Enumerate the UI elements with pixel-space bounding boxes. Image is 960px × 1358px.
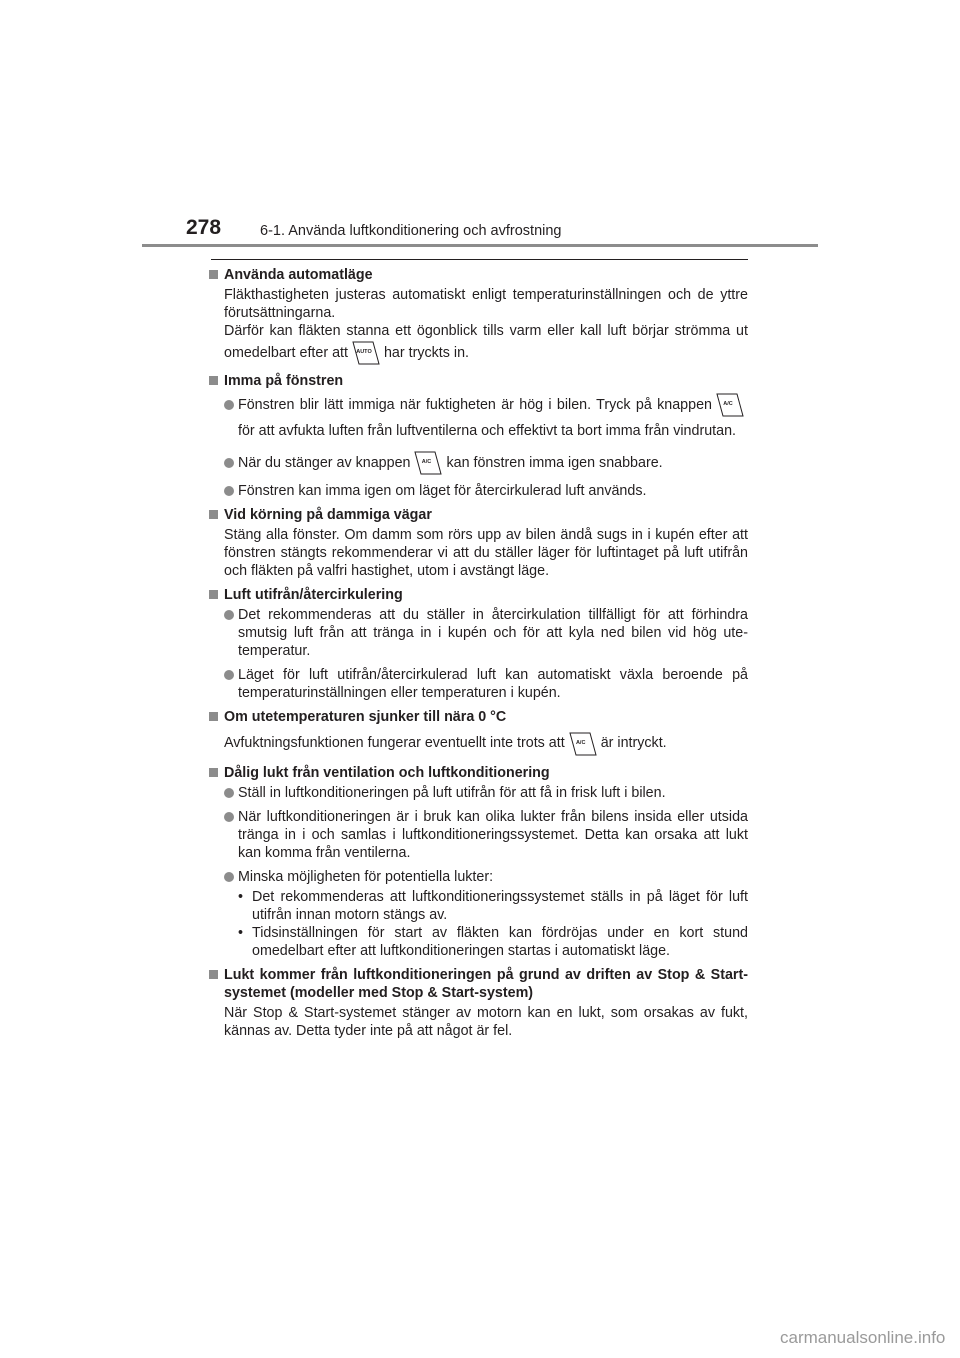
square-bullet-icon (209, 970, 218, 979)
paragraph: Fläkthastigheten justeras automatiskt enligt temperaturinställningen och de yttre förutsättningarna. (224, 287, 748, 321)
list-item: Läget för luft utifrån/återcirkulerad luft kan automatiskt växla beroende på temperaturinställningen eller temperaturen i kupén. (208, 666, 748, 702)
sub-list-item: • Det rekommenderas att luftkonditioneringssystemet ställs in på läget för luft utifrån innan motorn stängs av. (238, 889, 748, 924)
page-content (208, 266, 748, 1046)
section-heading: Imma på fönstren (208, 372, 748, 390)
paragraph: Stäng alla fönster. Om damm som rörs upp av bilen ändå sugs in i kupén efter att fönstren stängts rekommenderar vi att du ställer läger för luftintaget på luft utifrån och fläkten på valfri hastighet, utom i avstängt läge. (224, 527, 748, 580)
round-bullet-icon (224, 670, 234, 680)
list-item: När du stänger av knappen A/C kan fönstren imma igen snabbare. (208, 450, 748, 476)
square-bullet-icon (209, 510, 218, 519)
ac-button-icon: A/C (568, 731, 598, 757)
ac-button-icon: A/C (413, 450, 443, 476)
round-bullet-icon (224, 486, 234, 496)
section-bad-odor (208, 764, 748, 960)
list-item: När luftkonditioneringen är i bruk kan olika lukter från bilens insida eller utsida tränga in i och samlas i luftkonditioneringssystemet. Detta kan orsaka att lukt kan komma från ventilerna. (208, 808, 748, 862)
sub-list-item: • Tidsinställningen för start av fläkten kan fördröjas under en kort stund omedelbart efter att luftkonditioneringen startas i automatiskt läge. (238, 925, 748, 960)
round-bullet-icon (224, 458, 234, 468)
square-bullet-icon (209, 590, 218, 599)
section-heading: Dålig lukt från ventilation och luftkonditionering (208, 764, 748, 782)
square-bullet-icon (209, 270, 218, 279)
section-stop-start-odor (208, 966, 748, 1040)
square-bullet-icon (209, 712, 218, 721)
list-item: Det rekommenderas att du ställer in återcirkulation tillfälligt för att förhindra smutsig luft från att tränga in i kupén och för att kyla ned bilen vid hög ute-temperatur. (208, 606, 748, 660)
section-automatic-mode (208, 266, 748, 366)
paragraph: När Stop & Start-systemet stänger av motorn kan en lukt, som orsakas av fukt, kännas av. Detta tyder inte på att något är fel. (224, 1005, 748, 1040)
round-bullet-icon (224, 400, 234, 410)
paragraph: Därför kan fläkten stanna ett ögonblick tills varm eller kall luft börjar strömma ut omedelbart efter att AUTO har tryckts in. (208, 322, 748, 366)
watermark: carmanualsonline.info (780, 1328, 946, 1347)
round-bullet-icon (224, 872, 234, 882)
content-rule (211, 259, 748, 260)
section-heading: Om utetemperaturen sjunker till nära 0 °C (208, 708, 748, 726)
ac-button-icon: A/C (715, 392, 745, 418)
round-bullet-icon (224, 610, 234, 620)
auto-button-icon: AUTO (351, 340, 381, 366)
section-fogged-windows (208, 372, 748, 500)
page-number: 278 (186, 216, 222, 239)
list-item: Ställ in luftkonditioneringen på luft utifrån för att få in frisk luft i bilen. (208, 784, 748, 802)
section-heading: Använda automatläge (208, 266, 748, 284)
section-heading: Luft utifrån/återcirkulering (208, 586, 748, 604)
section-heading: Vid körning på dammiga vägar (208, 506, 748, 524)
chapter-title: 6-1. Använda luftkonditionering och avfrostning (260, 223, 562, 239)
header-rule (142, 244, 818, 247)
paragraph: Avfuktningsfunktionen fungerar eventuellt inte trots att A/C är intryckt. (208, 728, 748, 758)
square-bullet-icon (209, 768, 218, 777)
section-low-temperature (208, 708, 748, 758)
list-item: Fönstren kan imma igen om läget för återcirkulerad luft används. (208, 482, 748, 500)
sub-bullet-marker: • (238, 889, 244, 906)
list-item: Fönstren blir lätt immiga när fuktigheten är hög i bilen. Tryck på knappen A/C för att avfukta luften från luftventilerna och effektivt ta bort imma från vindrutan. (208, 392, 748, 444)
square-bullet-icon (209, 376, 218, 385)
section-outside-air-recirculation (208, 586, 748, 702)
section-dusty-roads (208, 506, 748, 580)
sub-bullet-marker: • (238, 925, 244, 942)
list-item: Minska möjligheten för potentiella lukter: (208, 868, 748, 886)
section-heading: Lukt kommer från luftkonditioneringen på grund av driften av Stop & Start-systemet (modeller med Stop & Start-system) (208, 966, 748, 1002)
round-bullet-icon (224, 788, 234, 798)
round-bullet-icon (224, 812, 234, 822)
